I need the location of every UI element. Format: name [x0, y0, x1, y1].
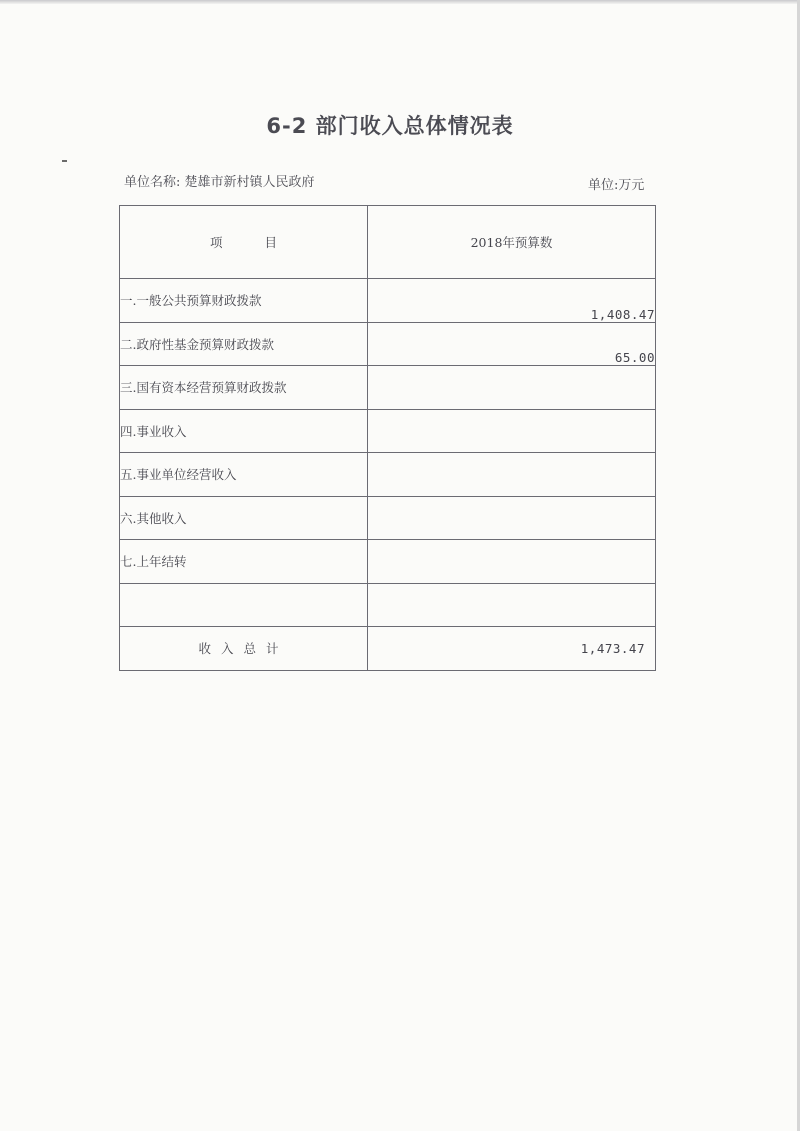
- table-row: [120, 496, 656, 540]
- row-item: 五.事业单位经营收入: [120, 453, 368, 497]
- scan-speck: [62, 160, 67, 162]
- total-label: 收入总计: [120, 627, 368, 671]
- row-item: 二.政府性基金预算财政拨款: [120, 322, 368, 366]
- row-item: 一.一般公共预算财政拨款: [120, 279, 368, 323]
- table-header-row: [120, 206, 656, 279]
- currency-unit: 单位:万元: [588, 178, 645, 193]
- table-total-row: [120, 627, 656, 671]
- total-amount: 1,473.47: [368, 627, 656, 671]
- table-row: [120, 366, 656, 410]
- row-amount: [368, 366, 656, 410]
- page-title: 6-2 部门收入总体情况表: [266, 114, 514, 138]
- row-amount: [368, 409, 656, 453]
- table-row: [120, 453, 656, 497]
- table-row: [120, 279, 656, 323]
- unit-name-label: 单位名称:: [124, 175, 181, 190]
- row-amount: [368, 583, 656, 627]
- table-row: [120, 583, 656, 627]
- row-amount: [368, 496, 656, 540]
- scan-edge-top: [0, 0, 800, 4]
- table-row: [120, 540, 656, 584]
- table-row: [120, 322, 656, 366]
- unit-name-value: 楚雄市新村镇人民政府: [184, 175, 315, 190]
- header-amount: 2018年预算数: [368, 206, 656, 279]
- row-item: [120, 583, 368, 627]
- table-row: [120, 409, 656, 453]
- row-item: 六.其他收入: [120, 496, 368, 540]
- unit-name-line: [124, 171, 315, 190]
- row-amount: 1,408.47: [368, 279, 656, 323]
- row-item: 四.事业收入: [120, 409, 368, 453]
- header-item: 项目: [120, 206, 368, 279]
- row-amount: [368, 453, 656, 497]
- row-amount: 65.00: [368, 322, 656, 366]
- row-item: 七.上年结转: [120, 540, 368, 584]
- row-item: 三.国有资本经营预算财政拨款: [120, 366, 368, 410]
- row-amount: [368, 540, 656, 584]
- income-table: [119, 205, 656, 671]
